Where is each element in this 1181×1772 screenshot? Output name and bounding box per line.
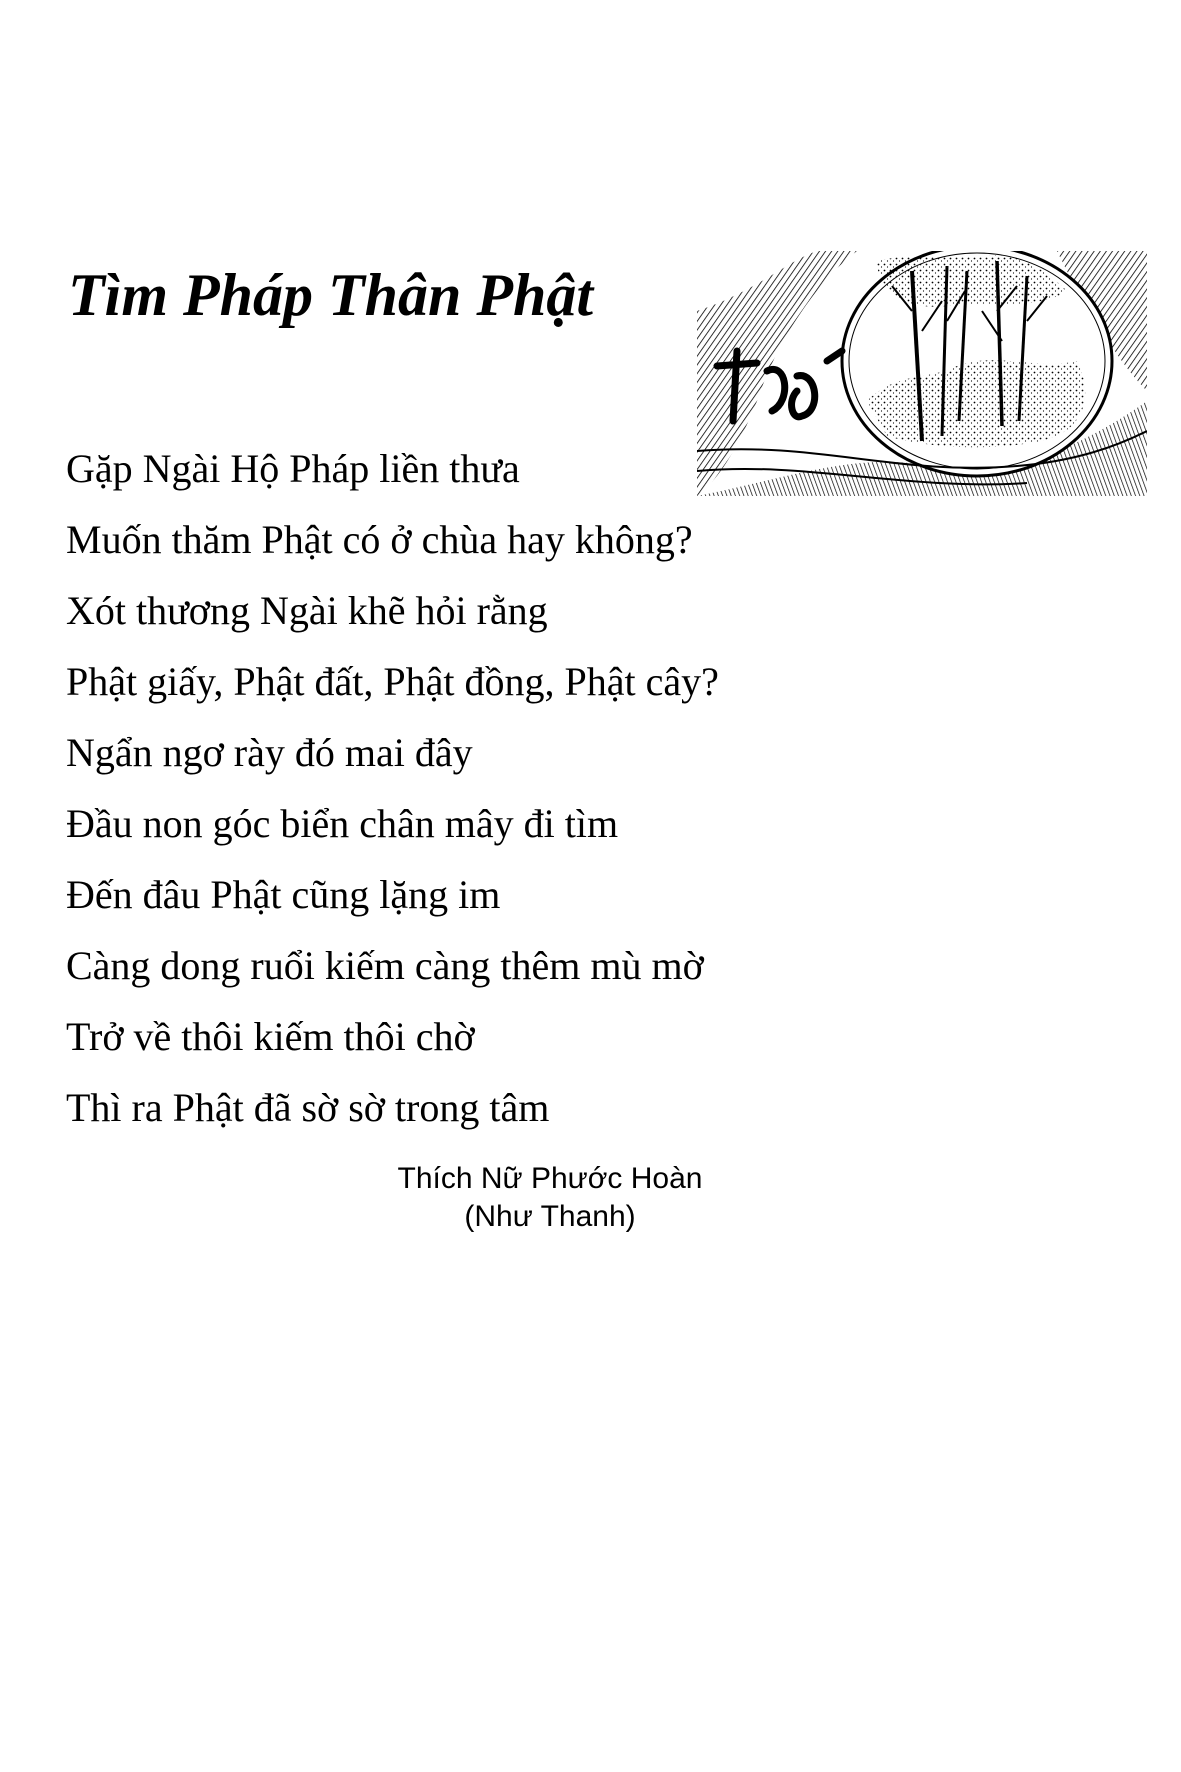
poem-line: Xót thương Ngài khẽ hỏi rằng	[66, 588, 548, 633]
poem-body	[66, 443, 719, 1153]
poem-line: Phật giấy, Phật đất, Phật đồng, Phật cây?	[66, 659, 719, 704]
author-alias: (Như Thanh)	[464, 1200, 636, 1233]
poem-line: Đến đâu Phật cũng lặng im	[66, 872, 501, 917]
poem-line: Gặp Ngài Hộ Pháp liền thưa	[66, 446, 520, 491]
poem-title: Tìm Pháp Thân Phật	[68, 262, 594, 329]
poem-line: Càng dong ruổi kiếm càng thêm mù mờ	[66, 943, 704, 988]
poem-line: Trở về thôi kiếm thôi chờ	[66, 1014, 475, 1059]
poem-line: Thì ra Phật đã sờ sờ trong tâm	[66, 1085, 550, 1130]
poem-line: Đầu non góc biển chân mây đi tìm	[66, 801, 619, 846]
author-name: Thích Nữ Phước Hoàn	[397, 1162, 703, 1195]
author-signature	[380, 1160, 720, 1236]
poem-line: Muốn thăm Phật có ở chùa hay không?	[66, 517, 693, 562]
tree-landscape-illustration	[697, 251, 1147, 496]
poem-line: Ngẩn ngơ rày đó mai đây	[66, 730, 473, 775]
illustration-drawing	[697, 251, 1147, 496]
